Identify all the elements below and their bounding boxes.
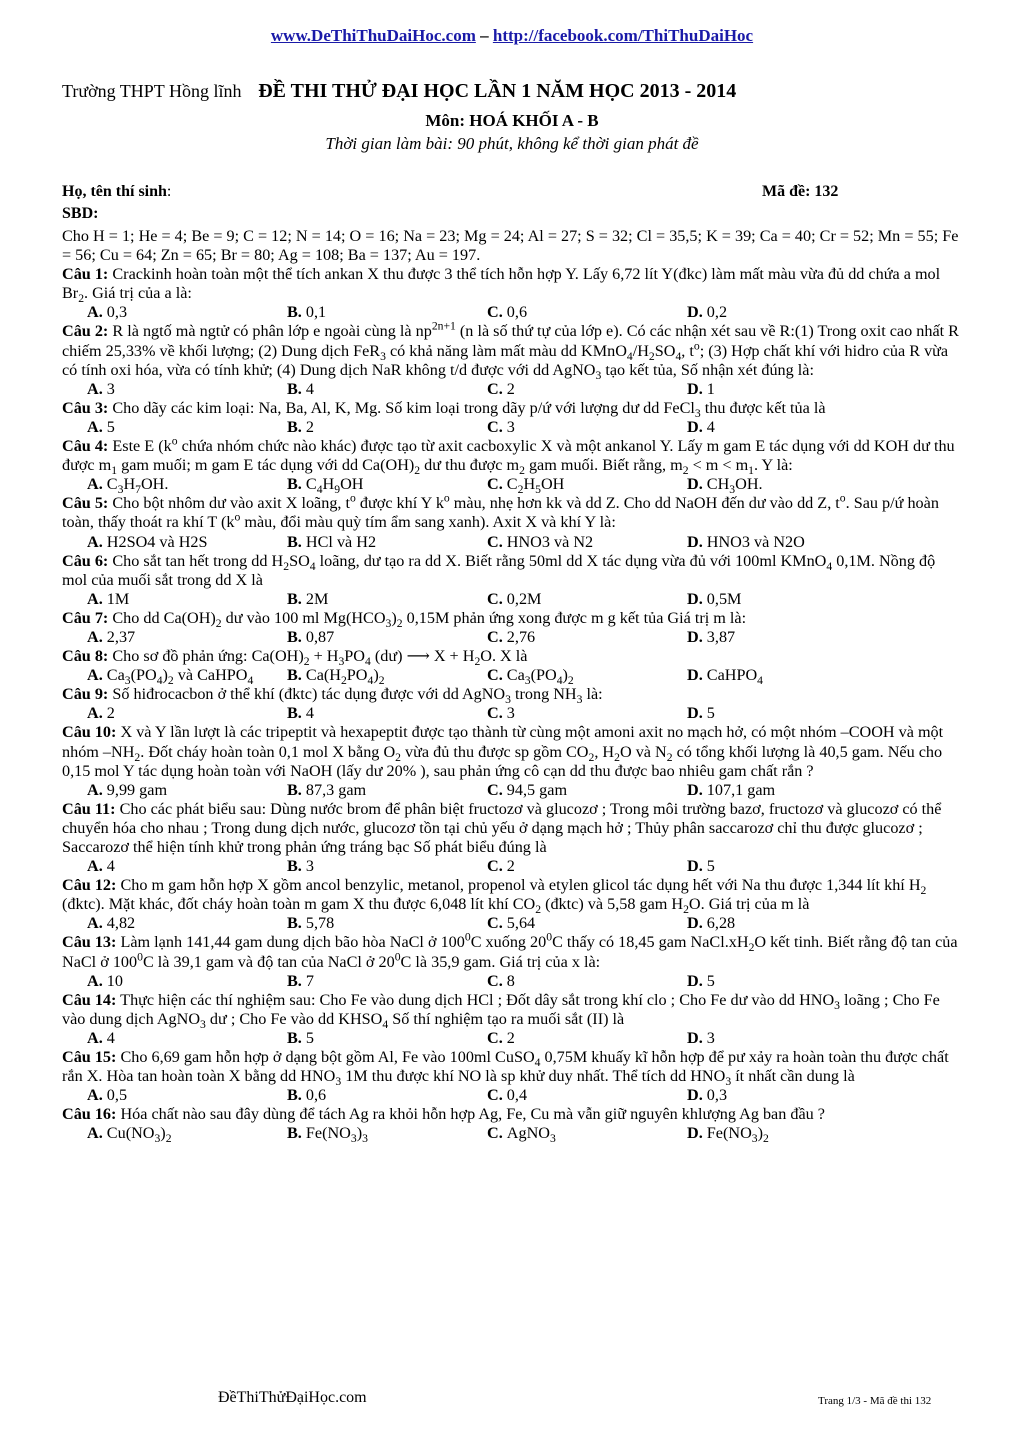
- option-letter: D.: [687, 1028, 707, 1047]
- question-5: [62, 491, 964, 551]
- option-text: 0,5M: [706, 589, 742, 608]
- option-text: 5: [706, 704, 715, 723]
- answer-option-c[interactable]: [487, 1124, 556, 1146]
- question-label: Câu 1:: [62, 265, 109, 284]
- option-text: AgNO$_3$: [506, 1124, 556, 1146]
- site-link[interactable]: www.DeThiThuDaiHoc.com: [270, 26, 476, 45]
- question-12: [62, 876, 964, 933]
- answer-option-a[interactable]: [87, 914, 135, 933]
- option-text: 3: [106, 379, 115, 398]
- answer-option-b[interactable]: [287, 1124, 368, 1146]
- answer-option-c[interactable]: [487, 704, 515, 723]
- option-text: 2: [506, 379, 515, 398]
- option-text: $Ca(H_2PO_4)_2$: [305, 666, 385, 688]
- option-letter: B.: [287, 417, 306, 436]
- sbd-label: SBD:: [62, 205, 99, 222]
- option-letter: C.: [487, 780, 507, 799]
- option-text: 2: [506, 857, 515, 876]
- answer-option-c[interactable]: [487, 666, 574, 688]
- question-body: Hóa chất nào sau đây dùng để tách Ag ra khỏi hỗn hợp Ag, Fe, Cu mà vẫn giữ nguyên khlượng Ag ban đầu ?: [116, 1105, 825, 1124]
- option-letter: D.: [687, 1086, 707, 1105]
- option-letter: A.: [87, 532, 107, 551]
- answer-option-b[interactable]: [287, 972, 314, 991]
- option-text: 8: [506, 971, 515, 990]
- option-text: 2: [106, 704, 115, 723]
- option-letter: A.: [87, 379, 107, 398]
- answer-option-c[interactable]: [487, 914, 535, 933]
- option-text: 2M: [305, 589, 329, 608]
- answer-option-a[interactable]: [87, 666, 254, 688]
- option-text: H2SO4 và H2S: [106, 532, 208, 551]
- answer-option-c[interactable]: [487, 590, 541, 609]
- option-letter: B.: [287, 857, 306, 876]
- answer-option-d[interactable]: [687, 1029, 715, 1048]
- option-letter: A.: [87, 914, 107, 933]
- option-letter: C.: [487, 704, 507, 723]
- option-letter: C.: [487, 666, 507, 685]
- option-letter: B.: [287, 475, 306, 494]
- option-letter: D.: [687, 857, 707, 876]
- answer-option-c[interactable]: [487, 380, 515, 399]
- question-body: Cho dãy các kim loại: Na, Ba, Al, K, Mg. Số kim loại trong dãy p/ứ với lượng dư dd FeCl$_3$ thu được kết tủa là: [108, 398, 826, 421]
- option-letter: B.: [287, 971, 306, 990]
- answer-option-d[interactable]: [687, 781, 775, 800]
- question-label: Câu 4:: [62, 437, 109, 456]
- answer-option-a[interactable]: [87, 533, 208, 552]
- answer-option-c[interactable]: [487, 1029, 515, 1048]
- option-text: 7: [305, 971, 314, 990]
- option-letter: D.: [687, 704, 707, 723]
- school-name: Trường THPT Hồng lĩnh: [62, 81, 242, 101]
- option-text: HNO3 và N2O: [706, 532, 805, 551]
- option-text: $CH_3OH$.: [706, 475, 763, 497]
- answer-option-d[interactable]: [687, 380, 715, 399]
- option-text: 0,4: [506, 1086, 528, 1105]
- answer-option-c[interactable]: [487, 303, 527, 322]
- question-3: [62, 399, 964, 437]
- option-letter: A.: [87, 1086, 107, 1105]
- question-label: Câu 10:: [62, 723, 117, 742]
- answer-option-d[interactable]: [687, 914, 735, 933]
- question-label: Câu 3:: [62, 398, 109, 417]
- option-letter: C.: [487, 1086, 507, 1105]
- question-text: [62, 552, 964, 590]
- answer-option-d[interactable]: [687, 533, 805, 552]
- answer-option-b[interactable]: [287, 1086, 326, 1105]
- answer-option-d[interactable]: [687, 303, 727, 322]
- answer-option-b[interactable]: [287, 533, 376, 552]
- answer-option-b[interactable]: [287, 781, 366, 800]
- option-text: 2,76: [506, 627, 536, 646]
- option-text: 0,2M: [506, 589, 542, 608]
- option-letter: D.: [687, 666, 707, 685]
- option-text: 2,37: [106, 627, 136, 646]
- question-text: [62, 491, 964, 532]
- answer-option-b[interactable]: [287, 418, 314, 437]
- answer-option-c[interactable]: [487, 475, 565, 497]
- question-body: Cho sắt tan hết trong dd $H_2SO_4$ loãng, dư tạo ra dd X. Biết rằng 50ml dd X tác dụng vừa đủ với 100ml KMnO$_4$ 0,1M. Nồng độ mol của muối sắt trong dd X là: [62, 551, 936, 589]
- answer-option-b[interactable]: [287, 1029, 314, 1048]
- option-text: $C_2H_5OH$: [506, 475, 565, 497]
- option-text: 0,6: [305, 1086, 327, 1105]
- atomic-masses: Cho H = 1; He = 4; Be = 9; C = 12; N = 14; O = 16; Na = 23; Mg = 24; Al = 27; S = 32; Cl = 35,5; K = 39; Ca = 40; Cr = 52; Mn = 55; Fe = 56; Cu = 64; Zn = 65; Br = 80; Ag = 108; Ba = 137; Au = 197.: [62, 227, 959, 265]
- option-text: 5,78: [305, 914, 335, 933]
- option-letter: B.: [287, 532, 306, 551]
- option-letter: D.: [687, 379, 707, 398]
- option-text: 3: [706, 1028, 715, 1047]
- option-letter: B.: [287, 1124, 306, 1143]
- answer-option-a[interactable]: [87, 418, 115, 437]
- question-2: [62, 322, 964, 398]
- answer-options: [62, 1086, 964, 1105]
- question-text: [62, 685, 964, 707]
- answer-option-a[interactable]: [87, 1029, 115, 1048]
- option-letter: A.: [87, 627, 107, 646]
- exam-code: Mã đề: 132: [762, 183, 839, 200]
- option-letter: A.: [87, 417, 107, 436]
- option-text: 4,82: [106, 914, 136, 933]
- option-letter: D.: [687, 417, 707, 436]
- option-text: 0,3: [706, 1086, 728, 1105]
- option-letter: D.: [687, 914, 707, 933]
- answer-option-b[interactable]: [287, 666, 385, 688]
- question-15: [62, 1048, 964, 1105]
- answer-option-a[interactable]: [87, 1086, 127, 1105]
- option-letter: B.: [287, 666, 306, 685]
- answer-options: [62, 857, 964, 876]
- question-label: Câu 16:: [62, 1105, 117, 1124]
- answer-option-d[interactable]: [687, 1124, 769, 1146]
- option-letter: A.: [87, 475, 107, 494]
- option-text: 4: [706, 417, 715, 436]
- answer-option-b[interactable]: [287, 914, 334, 933]
- answer-option-a[interactable]: [87, 781, 167, 800]
- question-1: [62, 265, 964, 322]
- option-letter: B.: [287, 379, 306, 398]
- answer-option-d[interactable]: [687, 666, 763, 688]
- question-text: [62, 608, 964, 631]
- option-text: 4: [305, 379, 314, 398]
- question-body: Cho 6,69 gam hỗn hợp ở dạng bột gồm Al, Fe vào 100ml CuSO$_4$ 0,75M khuấy kĩ hỗn hợp để pư xảy ra hoàn toàn thu được chất rắn X. Hòa tan hoàn toàn X bằng dd $HNO_3$ 1M thu được khí NO là sp khử duy nhất. Thể tích dd $HNO_3$ ít nhất cần dung là: [62, 1048, 949, 1089]
- option-letter: D.: [687, 589, 707, 608]
- question-body: Este E ($k^o$ chứa nhóm chức nào khác) được tạo từ axit cacboxylic X và một ankanol Y. Lấy m gam E tác dụng với dd KOH dư thu được $m_1$ gam muối; m gam E tác dụng với dd $Ca(OH)_2$ dư thu được $m_2$ gam muối. Biết rằng, $m_2 < m < m_1$. Y là:: [62, 434, 955, 478]
- question-body: Cho dd $Ca(OH)_2$ dư vào 100 ml $Mg(HCO_3)_2$ 0,15M phản ứng xong được m g kết tủa Giá trị m là:: [108, 608, 747, 631]
- question-list: [62, 265, 964, 1146]
- option-letter: C.: [487, 475, 507, 494]
- option-letter: A.: [87, 1124, 107, 1143]
- answer-option-c[interactable]: [487, 781, 567, 800]
- answer-option-c[interactable]: [487, 533, 593, 552]
- option-text: $Ca_3(PO_4)_2$ và CaHPO$_4$: [106, 666, 254, 688]
- answer-option-c[interactable]: [487, 857, 515, 876]
- question-text: [62, 1105, 964, 1124]
- option-letter: C.: [487, 914, 507, 933]
- option-text: 3: [506, 417, 515, 436]
- candidate-name-label: [62, 183, 171, 201]
- question-13: [62, 933, 964, 990]
- question-label: Câu 12:: [62, 876, 117, 895]
- answer-option-a[interactable]: [87, 972, 123, 991]
- answer-option-d[interactable]: [687, 972, 715, 991]
- answer-option-a[interactable]: [87, 475, 169, 497]
- option-text: 0,1: [305, 303, 327, 322]
- answer-options: [62, 380, 964, 399]
- answer-option-a[interactable]: [87, 303, 127, 322]
- answer-option-d[interactable]: [687, 590, 741, 609]
- option-text: 2: [305, 417, 314, 436]
- question-text: [62, 1048, 964, 1089]
- question-6: [62, 552, 964, 609]
- option-letter: C.: [487, 532, 507, 551]
- answer-options: [62, 781, 964, 800]
- answer-option-c[interactable]: [487, 972, 515, 991]
- option-text: 5: [706, 857, 715, 876]
- question-body: Thực hiện các thí nghiệm sau: Cho Fe vào dung dịch HCl ; Đốt dây sắt trong khí clo ; Cho Fe dư vào dd $HNO_3$ loãng ; Cho Fe vào dung dịch AgNO$_3$ dư ; Cho Fe vào dd $KHSO_4$ Số thí nghiệm tạo ra muối sắt (II) là: [62, 990, 940, 1032]
- question-label: Câu 6:: [62, 551, 109, 570]
- answer-option-c[interactable]: [487, 628, 535, 647]
- option-text: $C_3H_7OH$.: [106, 475, 169, 497]
- option-letter: B.: [287, 303, 306, 322]
- question-body: R là ngtố mà ngtử có phân lớp e ngoài cùng là $np^{2n+1}$ (n là số thứ tự của lớp e). Có các nhận xét sau về R:(1) Trong oxit cao nhất R chiếm 25,33% về khối lượng; (2) Dung dịch FeR$_3$ có khả năng làm mất màu dd $KMnO_4/H_2SO_4$, $t^o$; (3) Hợp chất khí với hidro của R vừa có tính oxi hóa, vừa có tính khử; (4) Dung dịch NaR không t/d được với dd AgNO$_3$ tạo kết tủa, Số nhận xét đúng là:: [62, 320, 959, 382]
- option-text: 5: [305, 1028, 314, 1047]
- answer-option-b[interactable]: [287, 590, 328, 609]
- option-text: 0,87: [305, 627, 335, 646]
- option-text: 107,1 gam: [706, 780, 776, 799]
- question-body: Crackinh hoàn toàn một thể tích ankan X thu được 3 thể tích hỗn hợp Y. Lấy 6,72 lít Y(đkc) làm mất màu vừa đủ dd chứa a mol $Br_2$. Giá trị của a là:: [62, 265, 941, 306]
- option-letter: D.: [687, 627, 707, 646]
- question-text: [62, 990, 964, 1032]
- exam-title: ĐỀ THI THỬ ĐẠI HỌC LẦN 1 NĂM HỌC 2013 - 2014: [258, 80, 737, 102]
- header-links: [0, 26, 1024, 46]
- answer-option-b[interactable]: [287, 628, 334, 647]
- answer-option-a[interactable]: [87, 857, 115, 876]
- answer-options: [62, 666, 964, 688]
- question-label: Câu 15:: [62, 1048, 117, 1067]
- option-letter: B.: [287, 627, 306, 646]
- option-letter: C.: [487, 379, 507, 398]
- answer-options: [62, 1124, 964, 1146]
- question-label: Câu 8:: [62, 647, 109, 666]
- question-text: [62, 876, 964, 917]
- option-text: 87,3 gam: [305, 780, 367, 799]
- option-letter: B.: [287, 1028, 306, 1047]
- answer-options: [62, 914, 964, 933]
- option-letter: A.: [87, 589, 107, 608]
- answer-option-d[interactable]: [687, 1086, 727, 1105]
- option-text: HCl và H2: [305, 532, 377, 551]
- option-text: 9,99 gam: [106, 780, 168, 799]
- option-letter: C.: [487, 1124, 507, 1143]
- answer-option-a[interactable]: [87, 628, 135, 647]
- question-body: Số hiđrocacbon ở thể khí (đktc) tác dụng được với dd AgNO$_3$ trong $NH_3$ là:: [108, 685, 603, 707]
- question-10: [62, 723, 964, 799]
- option-text: 0,5: [106, 1086, 128, 1105]
- option-letter: B.: [287, 780, 306, 799]
- option-text: 3: [506, 704, 515, 723]
- answer-options: [62, 704, 964, 723]
- question-4: [62, 434, 964, 497]
- question-label: Câu 7:: [62, 608, 109, 627]
- option-letter: A.: [87, 704, 107, 723]
- option-letter: D.: [687, 475, 707, 494]
- answer-option-d[interactable]: [687, 475, 763, 497]
- answer-option-b[interactable]: [287, 303, 326, 322]
- option-letter: C.: [487, 1028, 507, 1047]
- option-text: $Cu(NO_3)_2$: [106, 1124, 172, 1146]
- option-text: $C_4H_9OH$: [305, 475, 364, 497]
- question-text: [62, 933, 964, 971]
- question-text: [62, 265, 964, 306]
- option-text: 6,28: [706, 914, 736, 933]
- option-text: HNO3 và N2: [506, 532, 594, 551]
- question-label: Câu 11:: [62, 799, 116, 818]
- answer-option-b[interactable]: [287, 475, 364, 497]
- option-letter: A.: [87, 971, 107, 990]
- answer-options: [62, 1029, 964, 1048]
- option-text: 10: [106, 971, 123, 990]
- option-letter: A.: [87, 666, 107, 685]
- option-text: 1M: [106, 589, 130, 608]
- question-body: Cho các phát biểu sau: Dùng nước brom để phân biệt fructozơ và glucozơ ; Trong môi trường bazơ, fructozơ và glucozơ có thể chuyển hóa cho nhau ; Trong dung dịch nước, glucozơ tồn tại chủ yếu ở dạng mạch hở ; Thủy phân saccarozơ chỉ thu được glucozơ ; Saccarozơ thể hiện tính khử trong phản ứng tráng bạc Số phát biểu đúng là: [62, 799, 942, 856]
- question-body: X và Y lần lượt là các tripeptit và hexapeptit được tạo thành từ cùng một amoni axit no mạch hở, có một nhóm –COOH và một nhóm $-NH_2$. Đốt cháy hoàn toàn 0,1 mol X bằng $O_2$ vừa đủ thu được sp gồm $CO_2$, $H_2O$ và $N_2$ có tổng khối lượng là 40,5 gam. Nếu cho 0,15 mol Y tác dụng hoàn toàn với NaOH (lấy dư 20% ), sau phản ứng cô cạn dd thu được bao nhiêu gam chất rắn ?: [62, 723, 944, 780]
- option-letter: B.: [287, 589, 306, 608]
- option-text: 0,2: [706, 303, 728, 322]
- answer-option-b[interactable]: [287, 704, 314, 723]
- option-letter: D.: [687, 1124, 707, 1143]
- option-text: 0,3: [106, 303, 128, 322]
- option-text: $Ca_3(PO_4)_2$: [506, 666, 574, 688]
- option-letter: D.: [687, 532, 707, 551]
- exam-body: [62, 227, 964, 1144]
- option-text: 1: [706, 379, 715, 398]
- option-letter: B.: [287, 1086, 306, 1105]
- answer-option-d[interactable]: [687, 704, 715, 723]
- answer-option-a[interactable]: [87, 704, 115, 723]
- option-letter: D.: [687, 303, 707, 322]
- question-text: [62, 398, 964, 421]
- option-letter: D.: [687, 971, 707, 990]
- option-text: 5: [706, 971, 715, 990]
- answer-options: [62, 972, 964, 991]
- option-text: 4: [106, 1028, 115, 1047]
- option-letter: C.: [487, 303, 507, 322]
- question-label: Câu 2:: [62, 322, 109, 341]
- answer-option-a[interactable]: [87, 380, 115, 399]
- option-letter: C.: [487, 971, 507, 990]
- option-text: 94,5 gam: [506, 780, 568, 799]
- option-text: 0,6: [506, 303, 528, 322]
- option-text: 3: [305, 857, 314, 876]
- answer-options: [62, 475, 964, 497]
- subject-line: Môn: HOÁ KHỐI A - B: [425, 111, 599, 130]
- option-letter: A.: [87, 1028, 107, 1047]
- option-letter: C.: [487, 627, 507, 646]
- question-label: Câu 5:: [62, 494, 109, 513]
- footer-site: ĐềThiThửĐạiHọc.com: [218, 1389, 367, 1406]
- question-16: [62, 1105, 964, 1146]
- facebook-link[interactable]: http://facebook.com/ThiThuDaiHoc: [492, 26, 754, 45]
- school-row: [62, 80, 962, 103]
- option-text: 4: [106, 857, 115, 876]
- answer-options: [62, 628, 964, 647]
- option-text: 5,64: [506, 914, 536, 933]
- option-text: $Fe(NO_3)_3$: [305, 1124, 368, 1146]
- answer-options: [62, 418, 964, 437]
- option-text: 5: [106, 417, 115, 436]
- option-text: $Fe(NO_3)_2$: [706, 1124, 769, 1146]
- footer-page-number: Trang 1/3 - Mã đề thi 132: [818, 1395, 932, 1407]
- option-letter: B.: [287, 704, 306, 723]
- answer-option-b[interactable]: [287, 857, 314, 876]
- answer-option-d[interactable]: [687, 628, 735, 647]
- answer-option-a[interactable]: [87, 590, 129, 609]
- candidate-colon: :: [166, 183, 172, 200]
- question-text: [62, 434, 964, 478]
- option-text: 3,87: [706, 627, 736, 646]
- answer-options: [62, 590, 964, 609]
- option-letter: A.: [87, 857, 107, 876]
- option-text: 4: [305, 704, 314, 723]
- option-letter: C.: [487, 857, 507, 876]
- option-text: 2: [506, 1028, 515, 1047]
- option-letter: A.: [87, 303, 107, 322]
- question-label: Câu 13:: [62, 933, 117, 952]
- answer-option-d[interactable]: [687, 418, 715, 437]
- option-text: CaHPO$_4$: [706, 666, 763, 688]
- answer-option-a[interactable]: [87, 1124, 172, 1146]
- question-body: Làm lạnh 141,44 gam dung dịch bão hòa NaCl ở $100^0C$ xuống $20^0C$ thấy có 18,45 gam $NaCl.xH_2O$ kết tinh. Biết rằng độ tan của NaCl ở $100^0C$ là 39,1 gam và độ tan của NaCl ở $20^0C$ là 35,9 gam. Giá trị của x là:: [62, 931, 958, 971]
- question-label: Câu 9:: [62, 685, 109, 704]
- link-separator: –: [475, 26, 493, 45]
- question-body: Cho bột nhôm dư vào axit X loãng, $t^o$ được khí Y $k^o$ màu, nhẹ hơn kk và dd Z. Cho dd NaOH đến dư vào dd Z, $t^o$. Sau p/ứ hoàn toàn, thấy thoát ra khí T ($k^o$ màu, đổi màu quỳ tím ẩm sang xanh). Axit X và khí Y là:: [62, 491, 939, 532]
- answer-option-d[interactable]: [687, 857, 715, 876]
- option-letter: C.: [487, 589, 507, 608]
- option-letter: B.: [287, 914, 306, 933]
- question-body: Cho m gam hỗn hợp X gồm ancol benzylic, metanol, propenol và etylen glicol tác dụng hết với Na thu được 1,344 lít khí $H_2$ (đktc). Mặt khác, đốt cháy hoàn toàn m gam X thu được 6,048 lít khí $CO_2$ (đktc) và 5,58 gam $H_2O$. Giá trị của m là: [62, 876, 927, 917]
- question-11: [62, 800, 964, 876]
- option-letter: D.: [687, 780, 707, 799]
- question-body: Cho sơ đồ phản ứng: $Ca(OH)_2 + H_3PO_4$ (dư) ⟶ $X + H_2O$. X là: [108, 647, 528, 669]
- candidate-label-text: Họ, tên thí sinh: [62, 183, 167, 200]
- question-text: [62, 647, 964, 669]
- answer-option-c[interactable]: [487, 418, 515, 437]
- question-text: [62, 800, 964, 857]
- option-letter: C.: [487, 417, 507, 436]
- answer-option-b[interactable]: [287, 380, 314, 399]
- duration-line: Thời gian làm bài: 90 phút, không kể thời gian phát đề: [325, 134, 699, 153]
- question-7: [62, 609, 964, 647]
- question-14: [62, 991, 964, 1048]
- question-text: [62, 320, 964, 382]
- question-text: [62, 723, 964, 780]
- answer-options: [62, 533, 964, 552]
- answer-option-c[interactable]: [487, 1086, 527, 1105]
- question-label: Câu 14:: [62, 990, 117, 1009]
- option-letter: A.: [87, 780, 107, 799]
- question-9: [62, 685, 964, 723]
- answer-options: [62, 303, 964, 322]
- question-8: [62, 647, 964, 688]
